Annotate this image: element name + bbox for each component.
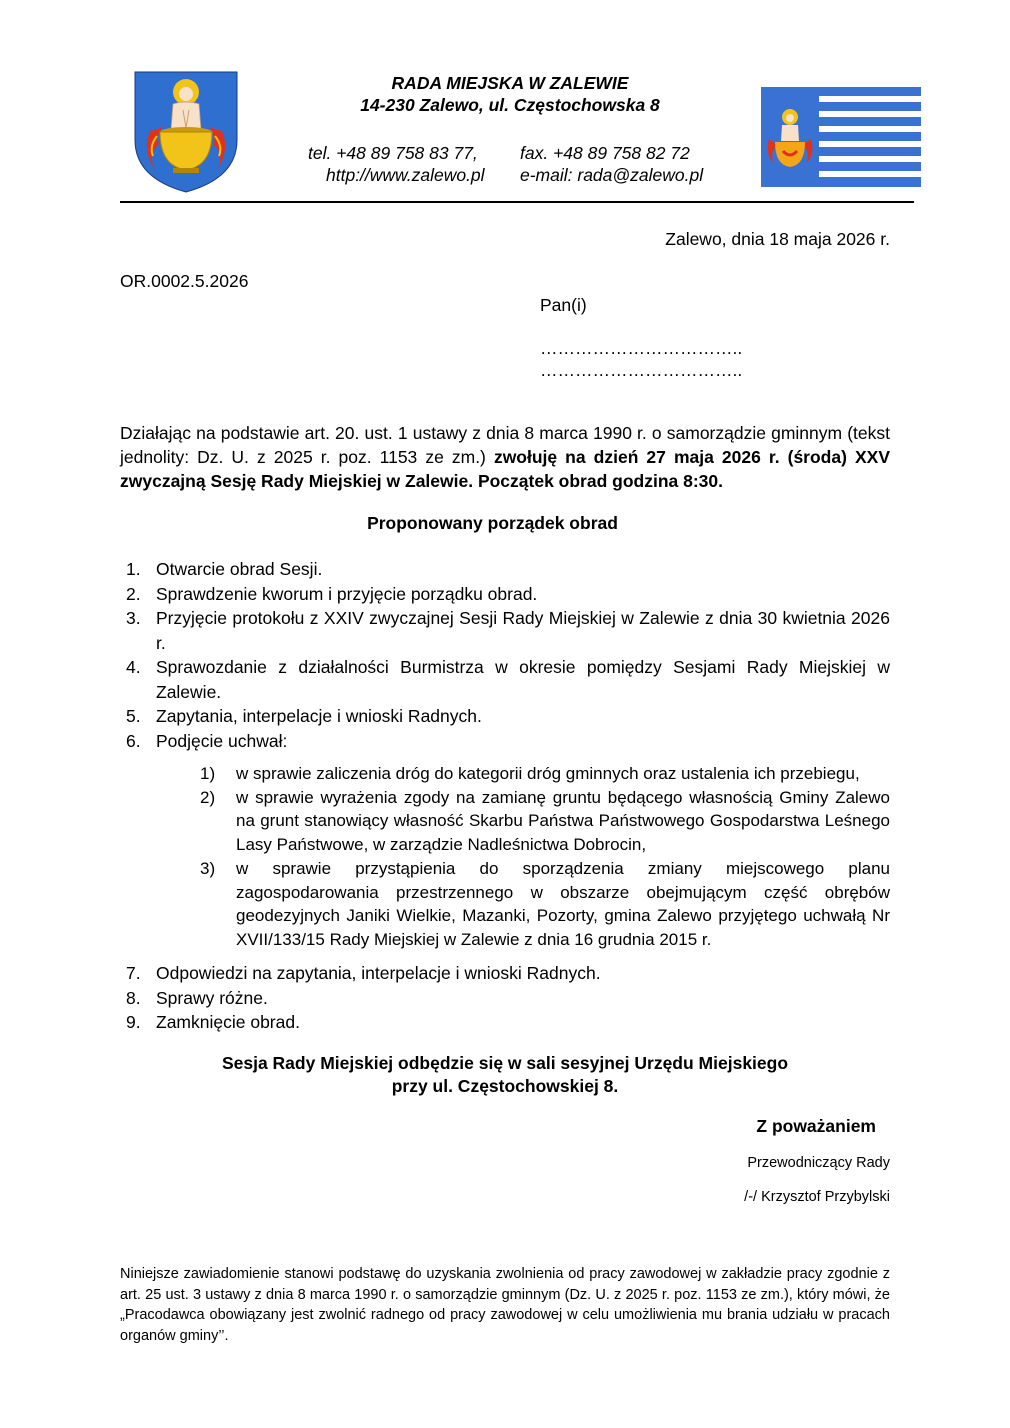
agenda-item-text: Sprawy różne. — [156, 987, 268, 1008]
agenda-item-text: Przyjęcie protokołu z XXIV zwyczajnej Sesji Rady Miejskiej w Zalewie z dnia 30 kwietnia 2026 r. — [156, 608, 890, 653]
agenda-item-number: 4. — [126, 657, 141, 677]
agenda-item-text: Otwarcie obrad Sesji. — [156, 559, 323, 579]
recipient-name-line: …………………………….. — [540, 338, 743, 358]
convocation-session-details: zwołuję na dzień 27 maja 2026 r. (środa) XXV zwyczajną Sesję Rady Miejskiej w Zalewie. Początek obrad godzina 8:30. — [120, 447, 890, 491]
resolution-number: 3) — [200, 858, 216, 878]
email-link[interactable]: e-mail: rada@zalewo.pl — [520, 165, 704, 185]
employer-release-note: Niniejsze zawiadomienie stanowi podstawę do uzyskania zwolnienia od pracy zawodowej w zakładzie pracy zgodnie z art. 25 ust. 3 ustawy z dnia 8 marca 1990 r. o samorządzie gminnym (Dz. U. z 2025 r. poz. 1153 ze zm.), który mówi, że „Pracodawca obowiązany jest zwolnić radnego od pracy zawodowej w celu umożliwienia mu brania udziału w pracach organów gminy’’. — [120, 1266, 890, 1344]
website-link[interactable]: http://www.zalewo.pl — [326, 165, 485, 185]
agenda-item-number: 1. — [126, 559, 141, 579]
resolution-text: w sprawie wyrażenia zgody na zamianę gruntu będącego własnością Gminy Zalewo na grunt stanowiący własność Skarbu Państwa Państwowego Gospodarstwa Leśnego Lasy Państwowe, w zarządzie Nadleśnictwa Dobrocin, — [236, 787, 890, 855]
agenda-item — [120, 655, 890, 704]
convocation-paragraph — [120, 421, 890, 493]
council-name: RADA MIEJSKA W ZALEWIE — [391, 73, 629, 93]
letterhead — [300, 72, 730, 187]
agenda-item — [120, 606, 890, 655]
agenda-item-text: Zapytania, interpelacje i wnioski Radnych. — [156, 706, 482, 726]
agenda-item-number: 5. — [126, 706, 141, 726]
agenda-item-number: 8. — [126, 987, 141, 1008]
coat-of-arms — [133, 70, 239, 194]
agenda-item-number: 3. — [126, 608, 141, 628]
agenda-item — [120, 557, 890, 582]
agenda-item-text: Podjęcie uchwał: — [156, 730, 288, 751]
agenda-item — [120, 704, 890, 729]
resolution-text: w sprawie przystąpienia do sporządzenia zmiany miejscowego planu zagospodarowania przestrzennego w obszarze obejmującym część obrębów geodezyjnych Janiki Wielkie, Mazanki, Pozorty, gmina Zalewo przyjętego uchwałą Nr XVII/133/15 Rady Miejskiej w Zalewie z dnia 16 grudnia 2015 r. — [236, 858, 890, 949]
agenda-item — [120, 1010, 890, 1035]
council-address: 14-230 Zalewo, ul. Częstochowska 8 — [360, 95, 660, 115]
session-location-line: Sesja Rady Miejskiej odbędzie się w sali sesyjnej Urzędu Miejskiego — [221, 1053, 789, 1073]
session-location — [120, 1052, 890, 1098]
agenda-heading: Proponowany porządek obrad — [367, 513, 618, 533]
resolution-item — [200, 762, 890, 786]
agenda-item — [120, 961, 890, 986]
agenda-item — [120, 729, 890, 754]
reference-number: OR.0002.5.2026 — [120, 271, 249, 291]
resolution-text: w sprawie zaliczenia dróg do kategorii dróg gminnych oraz ustalenia ich przebiegu, — [236, 764, 860, 783]
agenda-item-text: Zamknięcie obrad. — [156, 1012, 300, 1032]
header-divider — [120, 201, 914, 203]
closing-regards: Z poważaniem — [756, 1116, 876, 1136]
agenda-item-number: 6. — [126, 730, 141, 751]
agenda-item-number: 7. — [126, 963, 141, 983]
agenda-item — [120, 986, 890, 1011]
resolution-item — [200, 857, 890, 952]
agenda-list — [120, 557, 890, 753]
agenda-item-number: 2. — [126, 583, 141, 604]
agenda-item — [120, 582, 890, 607]
signatory-role: Przewodniczący Rady — [747, 1155, 890, 1171]
session-location-line: przy ul. Częstochowskiej 8. — [391, 1076, 619, 1096]
agenda-item-number: 9. — [126, 1012, 141, 1032]
resolution-item — [200, 786, 890, 857]
agenda-item-text: Sprawozdanie z działalności Burmistrza w okresie pomiędzy Sesjami Rady Miejskiej w Zalewie. — [156, 657, 890, 702]
agenda-list-continued — [120, 961, 890, 1035]
fax-number: fax. +48 89 758 82 72 — [520, 143, 690, 163]
resolutions-list — [200, 762, 890, 952]
town-flag — [761, 87, 921, 187]
recipient-salutation: Pan(i) — [540, 295, 587, 315]
signatory-name: /-/ Krzysztof Przybylski — [744, 1189, 890, 1205]
convocation-legal-basis: Działając na podstawie art. 20. ust. 1 ustawy z dnia 8 marca 1990 r. o samorządzie gminnym (tekst jednolity: Dz. U. z 2025 r. poz. 1153 ze zm.) — [120, 423, 890, 467]
phone-number: tel. +48 89 758 83 77, — [308, 143, 478, 163]
recipient-address-line: …………………………….. — [540, 360, 743, 380]
agenda-item-text: Sprawdzenie kworum i przyjęcie porządku obrad. — [156, 583, 538, 604]
resolution-number: 2) — [200, 787, 216, 807]
agenda-item-text: Odpowiedzi na zapytania, interpelacje i wnioski Radnych. — [156, 963, 601, 983]
date-line: Zalewo, dnia 18 maja 2026 r. — [665, 229, 890, 249]
resolution-number: 1) — [200, 764, 216, 783]
